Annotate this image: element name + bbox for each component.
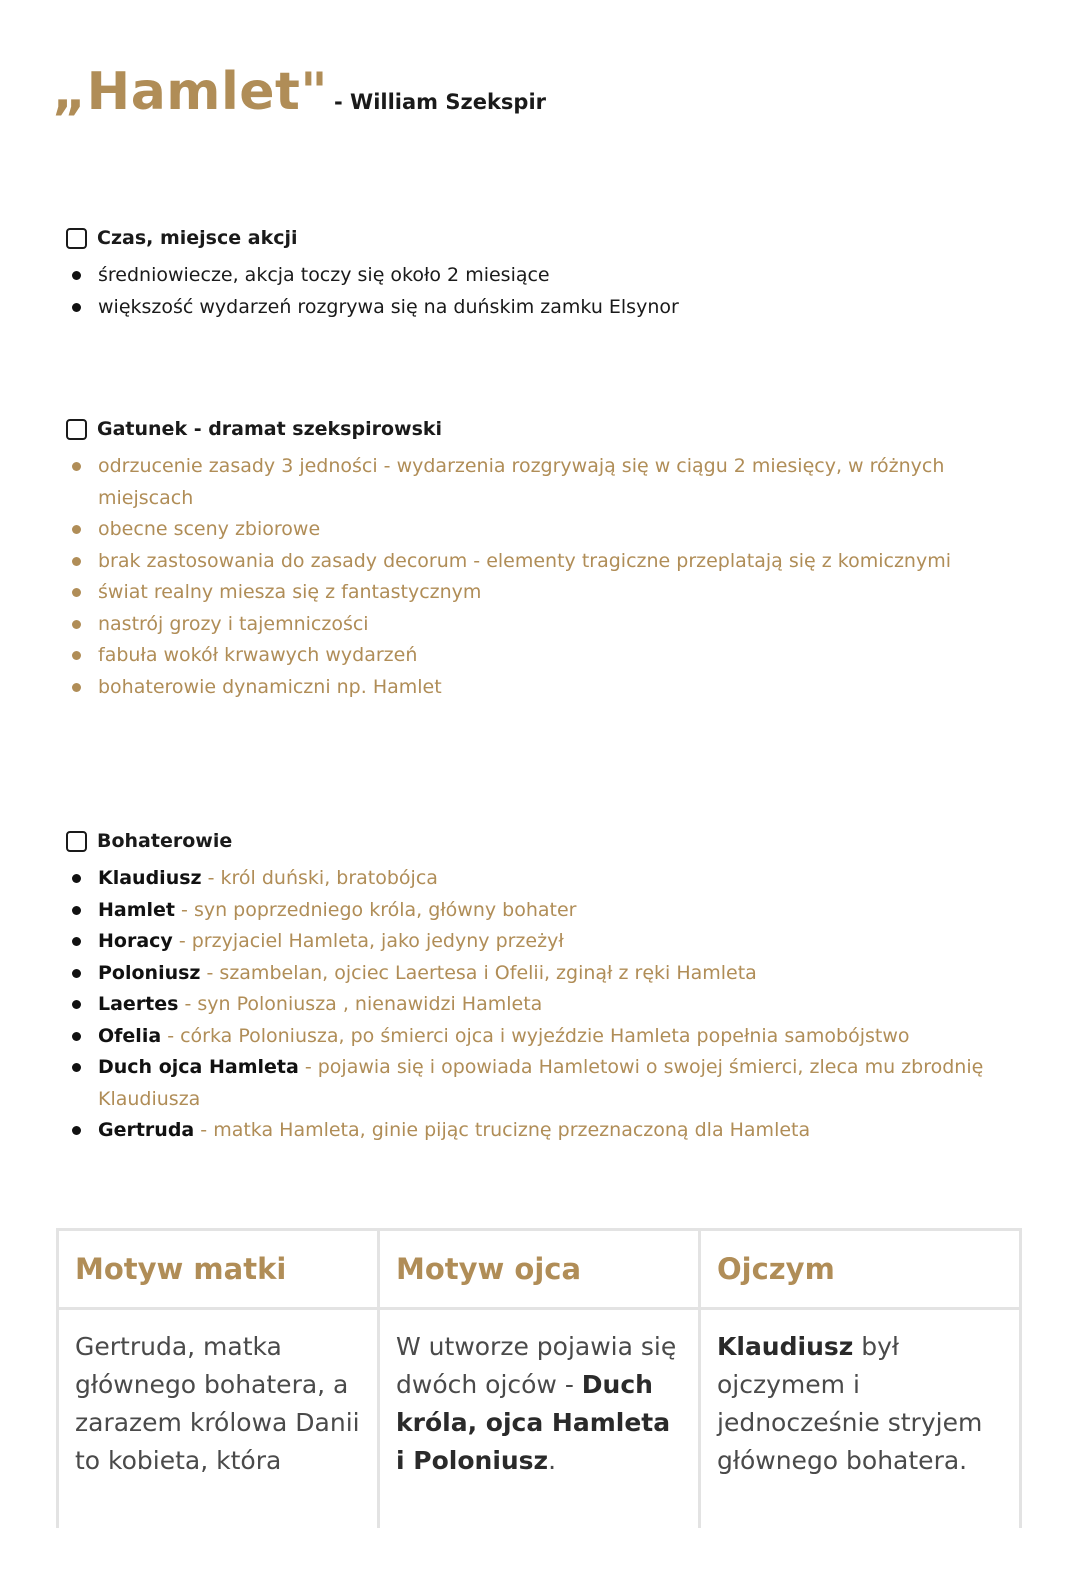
cell-father: W utworze pojawia się dwóch ojców - Duch króla, ojca Hamleta i Poloniusz. — [379, 1309, 700, 1529]
character-desc: - syn poprzedniego króla, główny bohater — [175, 898, 577, 921]
character-desc: - szambelan, ojciec Laertesa i Ofelii, zginął z ręki Hamleta — [200, 961, 757, 984]
list-item: odrzucenie zasady 3 jedności - wydarzenia rozgrywają się w ciągu 2 miesięcy, w różnych miejscach — [66, 451, 1036, 514]
character-name: Duch ojca Hamleta — [98, 1056, 299, 1078]
list-item: bohaterowie dynamiczni np. Hamlet — [66, 672, 1036, 704]
header-father-motif: Motyw ojca — [379, 1230, 700, 1309]
bullet-icon — [72, 620, 81, 629]
character-desc: - matka Hamleta, ginie pijąc truciznę przeznaczoną dla Hamleta — [194, 1119, 811, 1141]
checkbox-icon — [66, 419, 87, 440]
list-item: świat realny miesza się z fantastycznym — [66, 577, 1036, 609]
bullet-icon — [72, 525, 81, 534]
checkbox-icon — [66, 228, 87, 249]
bullet-icon — [72, 557, 81, 566]
bullet-icon — [72, 969, 81, 978]
section-header — [66, 222, 1036, 254]
checkbox-icon — [66, 831, 87, 852]
character-desc: - pojawia się i opowiada Hamletowi o swojej śmierci, zleca mu zbrodnię Klaudiusza — [98, 1056, 984, 1110]
character-item — [66, 926, 1036, 958]
section-genre — [66, 413, 1036, 703]
setting-list — [66, 260, 1036, 323]
character-item — [66, 863, 1036, 895]
character-item — [66, 895, 1036, 927]
section-setting — [66, 222, 1036, 323]
character-name: Klaudiusz — [98, 867, 202, 889]
page-title: „Hamlet" — [52, 62, 329, 122]
character-item — [66, 1115, 1036, 1147]
section-header — [66, 825, 1036, 857]
character-name: Hamlet — [98, 898, 176, 921]
character-name: Poloniusz — [98, 961, 201, 984]
motifs-table — [56, 1228, 1022, 1528]
bullet-icon — [72, 1063, 81, 1072]
character-desc: - syn Poloniusza , nienawidzi Hamleta — [178, 993, 543, 1015]
cell-stepfather: Klaudiusz był ojczymem i jednocześnie stryjem głównego bohatera. — [700, 1309, 1021, 1529]
bullet-icon — [72, 588, 81, 597]
cell-mother: Gertruda, matka głównego bohatera, a zarazem królowa Danii to kobieta, która — [58, 1309, 379, 1529]
list-item: nastrój grozy i tajemniczości — [66, 609, 1036, 641]
character-desc: - król duński, bratobójca — [201, 867, 438, 889]
list-item: obecne sceny zbiorowe — [66, 514, 1036, 546]
title-row — [52, 62, 546, 122]
page-author: - William Szekspir — [334, 90, 547, 114]
genre-list — [66, 451, 1036, 703]
character-desc: - córka Poloniusza, po śmierci ojca i wyjeździe Hamleta popełnia samobójstwo — [161, 1024, 910, 1047]
section-title: Czas, miejsce akcji — [97, 227, 298, 249]
bullet-icon — [72, 271, 81, 280]
bullet-icon — [72, 303, 81, 312]
section-title: Bohaterowie — [97, 830, 233, 852]
list-item: średniowiecze, akcja toczy się około 2 miesiące — [66, 260, 1036, 292]
section-title: Gatunek - dramat szekspirowski — [97, 418, 443, 440]
bullet-icon — [72, 874, 81, 883]
header-mother-motif: Motyw matki — [58, 1230, 379, 1309]
character-item — [66, 958, 1036, 990]
characters-list — [66, 863, 1036, 1147]
bullet-icon — [72, 937, 81, 946]
section-characters — [66, 825, 1036, 1147]
bullet-icon — [72, 1032, 81, 1041]
section-header — [66, 413, 1036, 445]
character-item — [66, 1052, 1036, 1115]
bullet-icon — [72, 651, 81, 660]
character-desc: - przyjaciel Hamleta, jako jedyny przeżył — [172, 930, 564, 952]
header-stepfather: Ojczym — [700, 1230, 1021, 1309]
table-header-row — [58, 1230, 1021, 1309]
character-item — [66, 1021, 1036, 1053]
list-item: fabuła wokół krwawych wydarzeń — [66, 640, 1036, 672]
bullet-icon — [72, 683, 81, 692]
list-item: większość wydarzeń rozgrywa się na duńskim zamku Elsynor — [66, 292, 1036, 324]
character-name: Horacy — [98, 930, 173, 952]
list-item: brak zastosowania do zasady decorum - elementy tragiczne przeplatają się z komicznymi — [66, 546, 1036, 578]
bullet-icon — [72, 1126, 81, 1135]
character-name: Ofelia — [98, 1024, 162, 1047]
character-name: Gertruda — [98, 1119, 195, 1141]
character-name: Laertes — [98, 993, 179, 1015]
table-row — [58, 1309, 1021, 1529]
bullet-icon — [72, 1000, 81, 1009]
bullet-icon — [72, 906, 81, 915]
character-item — [66, 989, 1036, 1021]
bullet-icon — [72, 462, 81, 471]
